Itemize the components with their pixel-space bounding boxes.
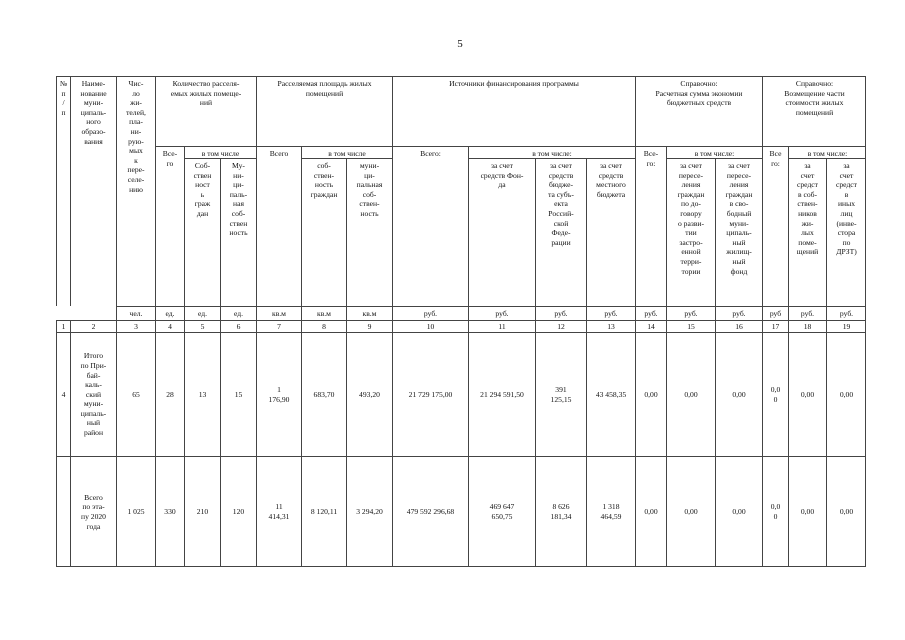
header-sav-resettle: за счет пересе- ления граждан по до- говору о разви- тии застро- енной терри- тории — [666, 158, 715, 306]
header-area-own: соб- ствен- ность граждан — [301, 158, 346, 306]
table-cell: 0,00 — [826, 332, 866, 456]
header-sav-total: Все- го: — [635, 146, 666, 306]
header-sav-incl: в том числе: — [666, 146, 762, 158]
col-number: 7 — [256, 320, 301, 332]
col-number: 5 — [184, 320, 220, 332]
header-comp-owners: за счет средст в соб- ствен- ников жи- лых поме- щений — [788, 158, 826, 306]
header-comp-total: Все го: — [762, 146, 788, 306]
header-area-total: Всего — [256, 146, 301, 306]
table-cell: 0,00 — [635, 456, 666, 567]
table-cell: 21 294 591,50 — [468, 332, 535, 456]
col-number: 15 — [666, 320, 715, 332]
table-cell: 479 592 296,68 — [392, 456, 468, 567]
col-number: 9 — [346, 320, 392, 332]
table-row-1-no: 4 — [56, 332, 70, 456]
header-count-mun: Му- ни- ци- паль- ная соб- ствен ность — [220, 158, 256, 306]
table-cell: 15 — [220, 332, 256, 456]
table-cell: 0,00 — [788, 456, 826, 567]
col-number: 13 — [586, 320, 635, 332]
unit-cell: чел. — [116, 306, 155, 320]
header-area-mun: муни- ци- пальная соб- ствен- ность — [346, 158, 392, 306]
col-number: 12 — [535, 320, 586, 332]
col-number: 17 — [762, 320, 788, 332]
header-residents: Чис- ло жи- телей, пла- ни- рую- мых к пере- селе- нию — [116, 76, 155, 306]
unit-cell: руб. — [392, 306, 468, 320]
col-number: 14 — [635, 320, 666, 332]
header-count-total: Все- го — [155, 146, 184, 306]
program-table — [56, 76, 866, 567]
header-no: № п / п — [56, 76, 70, 306]
table-cell: 683,70 — [301, 332, 346, 456]
table-cell: 391 125,15 — [535, 332, 586, 456]
table-cell: 1 318 464,59 — [586, 456, 635, 567]
unit-cell: руб. — [468, 306, 535, 320]
table-cell: 3 294,20 — [346, 456, 392, 567]
col-number: 19 — [826, 320, 866, 332]
table-cell: 0,00 — [715, 456, 762, 567]
header-area-incl: в том числе — [301, 146, 392, 158]
table-cell: 0,0 0 — [762, 456, 788, 567]
header-savings-group: Справочно: Расчетная сумма экономии бюджетных средств — [635, 76, 762, 146]
table-cell: 0,00 — [788, 332, 826, 456]
table-cell: 0,00 — [715, 332, 762, 456]
table-cell: 0,00 — [826, 456, 866, 567]
header-sav-free: за счет пересе- ления граждан в сво- бодный муни- ципаль- ный жилищ- ный фонд — [715, 158, 762, 306]
col-number: 4 — [155, 320, 184, 332]
table-cell: 469 647 650,75 — [468, 456, 535, 567]
table-cell: 210 — [184, 456, 220, 567]
unit-cell: руб. — [788, 306, 826, 320]
header-sources-group: Источники финансирования программы — [392, 76, 635, 146]
col-number: 16 — [715, 320, 762, 332]
header-count-incl: в том числе — [184, 146, 256, 158]
unit-cell: руб. — [635, 306, 666, 320]
table-cell: 120 — [220, 456, 256, 567]
table-cell: 8 626 181,34 — [535, 456, 586, 567]
header-src-incl: в том числе: — [468, 146, 635, 158]
col-number: 6 — [220, 320, 256, 332]
unit-cell: руб — [762, 306, 788, 320]
unit-cell: руб. — [535, 306, 586, 320]
table-cell: 1 025 — [116, 456, 155, 567]
col-number: 11 — [468, 320, 535, 332]
table-row-1-name: Итого по При- бай- каль- ский муни- ципаль- ный район — [70, 332, 116, 456]
table-cell: 11 414,31 — [256, 456, 301, 567]
table-cell: 8 120,11 — [301, 456, 346, 567]
header-count-group: Количество расселя- емых жилых помеще- ний — [155, 76, 256, 146]
col-number: 8 — [301, 320, 346, 332]
header-src-local: за счет средств местного бюджета — [586, 158, 635, 306]
table-cell: 0,00 — [666, 456, 715, 567]
table-cell: 0,0 0 — [762, 332, 788, 456]
table-cell: 13 — [184, 332, 220, 456]
table-row-2-name: Всего по эта- пу 2020 года — [70, 456, 116, 567]
unit-cell: руб. — [666, 306, 715, 320]
unit-cell: ед. — [220, 306, 256, 320]
unit-cell: кв.м — [301, 306, 346, 320]
page-number: 5 — [457, 38, 463, 50]
header-src-subject: за счет средств бюдже- та субъ- екта Россий- ской Феде- рации — [535, 158, 586, 306]
table-cell: 65 — [116, 332, 155, 456]
col-number: 1 — [56, 320, 70, 332]
table-cell: 330 — [155, 456, 184, 567]
col-number: 2 — [70, 320, 116, 332]
table-cell: 28 — [155, 332, 184, 456]
table-cell: 0,00 — [635, 332, 666, 456]
table-row-2-no — [56, 456, 70, 567]
table-cell: 43 458,35 — [586, 332, 635, 456]
header-name: Наиме- нование муни- ципаль- ного образо- вания — [70, 76, 116, 306]
table-cell: 493,20 — [346, 332, 392, 456]
col-number: 10 — [392, 320, 468, 332]
unit-cell: руб. — [586, 306, 635, 320]
header-comp-other: за счет средст в иных лиц (инве- стора по ДРЗТ) — [826, 158, 866, 306]
col-number: 18 — [788, 320, 826, 332]
unit-cell: ед. — [184, 306, 220, 320]
unit-cell: руб. — [826, 306, 866, 320]
unit-cell: кв.м — [346, 306, 392, 320]
unit-cell: ед. — [155, 306, 184, 320]
header-src-total: Всего: — [392, 146, 468, 306]
table-cell: 0,00 — [666, 332, 715, 456]
unit-cell: руб. — [715, 306, 762, 320]
table-cell: 21 729 175,00 — [392, 332, 468, 456]
table-cell: 1 176,90 — [256, 332, 301, 456]
header-comp-incl: в том числе: — [788, 146, 866, 158]
header-comp-group: Справочно: Возмещение части стоимости жилых помещений — [762, 76, 866, 146]
unit-cell: кв.м — [256, 306, 301, 320]
col-number: 3 — [116, 320, 155, 332]
header-src-fund: за счет средств Фон- да — [468, 158, 535, 306]
header-count-own: Соб- ствен ност ь граж дан — [184, 158, 220, 306]
header-area-group: Расселяемая площадь жилых помещений — [256, 76, 392, 146]
